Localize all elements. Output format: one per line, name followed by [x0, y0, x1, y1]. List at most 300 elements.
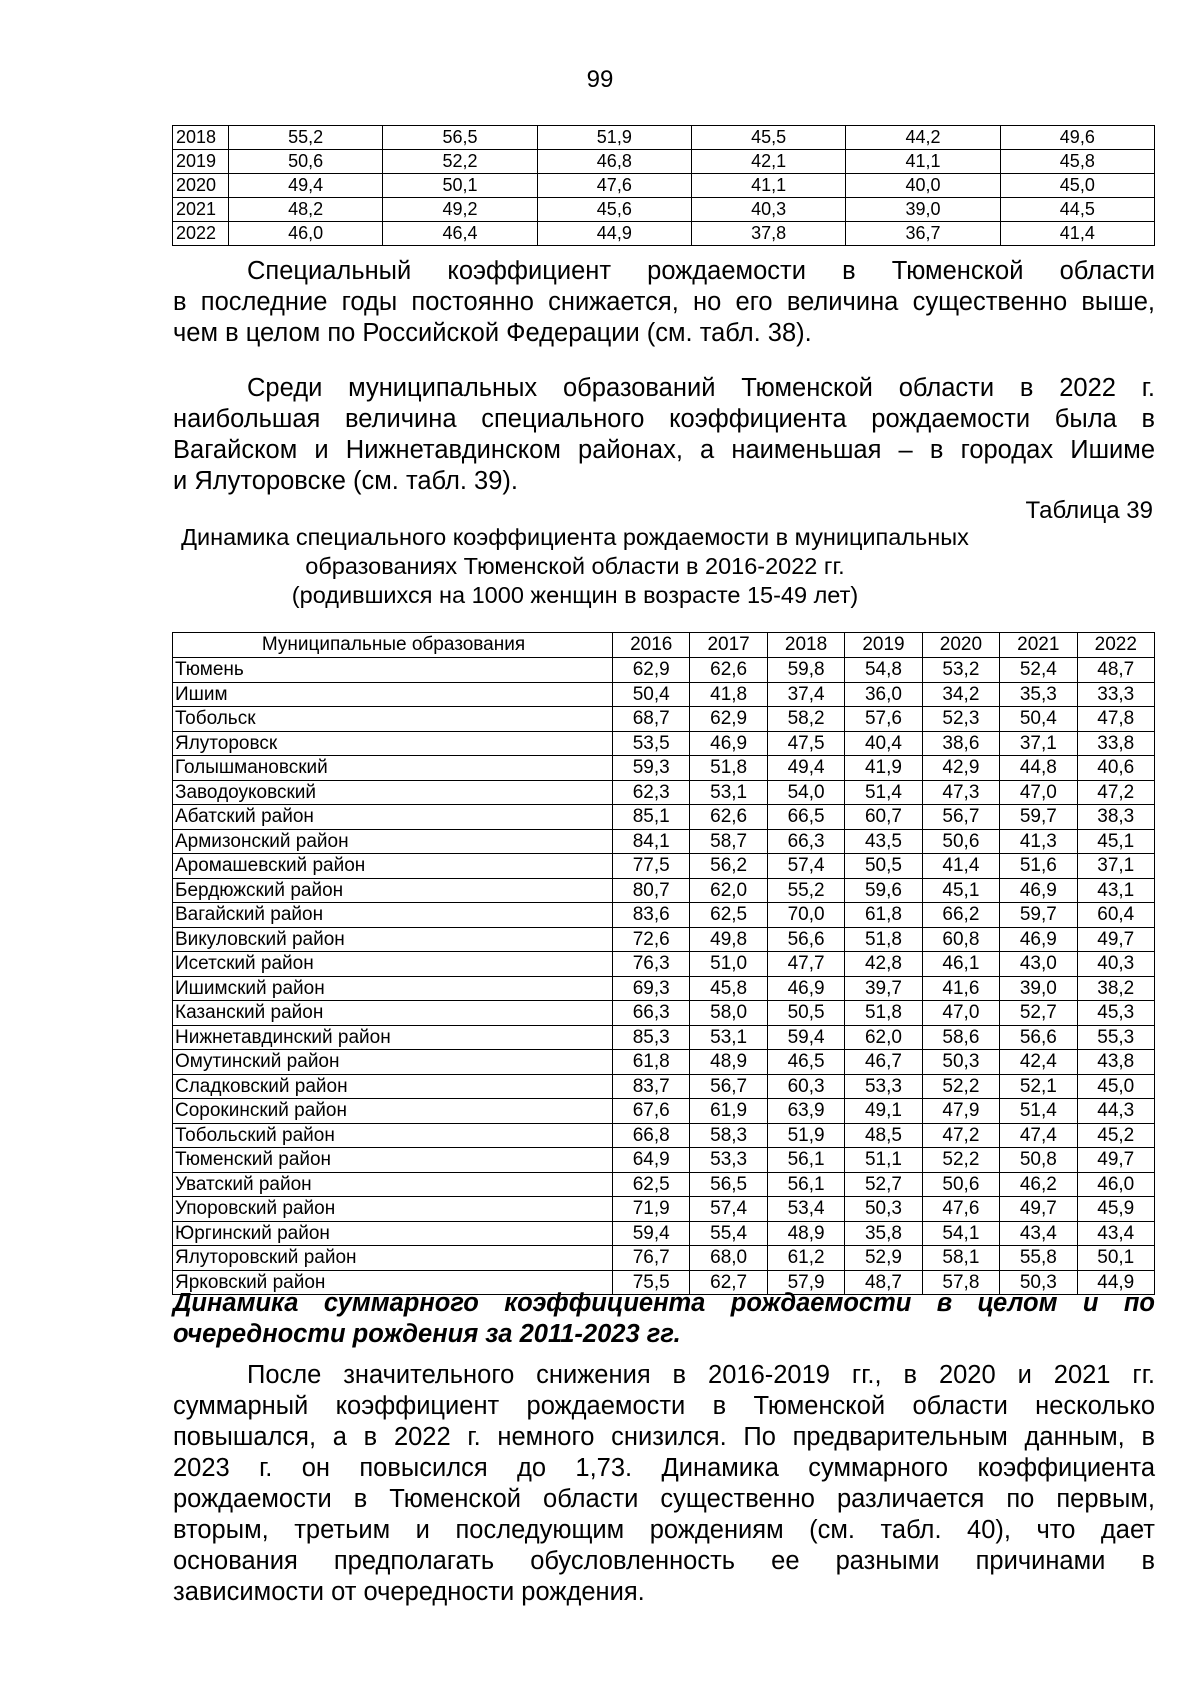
value-cell: 77,5 — [613, 854, 690, 879]
value-cell: 40,3 — [691, 198, 845, 222]
value-cell: 41,8 — [690, 682, 767, 707]
municipality-cell: Заводоуковский — [173, 780, 613, 805]
value-cell: 45,2 — [1077, 1123, 1154, 1148]
value-cell: 47,3 — [922, 780, 999, 805]
text-line: рождаемости в Тюменской области существенно различается по первым, — [173, 1485, 1155, 1513]
value-cell: 45,6 — [537, 198, 691, 222]
value-cell: 33,8 — [1077, 731, 1154, 756]
value-cell: 47,2 — [922, 1123, 999, 1148]
value-cell: 59,7 — [1000, 903, 1077, 928]
value-cell: 43,4 — [1000, 1221, 1077, 1246]
municipality-cell: Голышмановский — [173, 756, 613, 781]
value-cell: 41,6 — [922, 976, 999, 1001]
table-header-row — [173, 633, 1155, 658]
value-cell: 68,7 — [613, 707, 690, 732]
value-cell: 51,1 — [845, 1148, 922, 1173]
value-cell: 47,2 — [1077, 780, 1154, 805]
text-line: Специальный коэффициент рождаемости в Тюменской области — [247, 257, 1155, 285]
value-cell: 53,2 — [922, 658, 999, 683]
paragraph-3 — [173, 1360, 1155, 1608]
table-row — [173, 126, 1155, 150]
value-cell: 42,9 — [922, 756, 999, 781]
value-cell: 55,2 — [229, 126, 383, 150]
value-cell: 66,3 — [767, 829, 844, 854]
value-cell: 57,4 — [767, 854, 844, 879]
value-cell: 46,2 — [1000, 1172, 1077, 1197]
value-cell: 85,1 — [613, 805, 690, 830]
value-cell: 56,7 — [690, 1074, 767, 1099]
value-cell: 62,5 — [690, 903, 767, 928]
municipality-cell: Юргинский район — [173, 1221, 613, 1246]
value-cell: 59,6 — [845, 878, 922, 903]
value-cell: 47,8 — [1077, 707, 1154, 732]
value-cell: 46,0 — [1077, 1172, 1154, 1197]
value-cell: 54,1 — [922, 1221, 999, 1246]
value-cell: 50,3 — [1000, 1270, 1077, 1295]
value-cell: 45,1 — [922, 878, 999, 903]
value-cell: 48,7 — [1077, 658, 1154, 683]
value-cell: 37,4 — [767, 682, 844, 707]
value-cell: 62,0 — [845, 1025, 922, 1050]
value-cell: 56,5 — [383, 126, 537, 150]
value-cell: 57,8 — [922, 1270, 999, 1295]
value-cell: 56,6 — [767, 927, 844, 952]
table-row — [173, 1172, 1155, 1197]
value-cell: 58,0 — [690, 1001, 767, 1026]
value-cell: 44,2 — [846, 126, 1000, 150]
page-number: 99 — [586, 66, 614, 93]
value-cell: 49,7 — [1077, 927, 1154, 952]
municipality-cell: Армизонский район — [173, 829, 613, 854]
table-row — [173, 707, 1155, 732]
value-cell: 66,5 — [767, 805, 844, 830]
value-cell: 45,0 — [1000, 174, 1154, 198]
header-cell-year: 2018 — [767, 633, 844, 658]
value-cell: 56,1 — [767, 1148, 844, 1173]
table-row — [173, 854, 1155, 879]
value-cell: 57,4 — [690, 1197, 767, 1222]
value-cell: 39,0 — [1000, 976, 1077, 1001]
value-cell: 46,9 — [767, 976, 844, 1001]
value-cell: 50,5 — [767, 1001, 844, 1026]
table-row — [173, 658, 1155, 683]
text-line: 2023 г. он повысился до 1,73. Динамика суммарного коэффициента — [173, 1454, 1155, 1482]
value-cell: 45,9 — [1077, 1197, 1154, 1222]
value-cell: 45,8 — [1000, 150, 1154, 174]
value-cell: 52,7 — [845, 1172, 922, 1197]
table-row — [173, 878, 1155, 903]
table-row — [173, 927, 1155, 952]
text-line: После значительного снижения в 2016-2019 гг., в 2020 и 2021 гг. — [247, 1361, 1155, 1389]
header-cell-year: 2016 — [613, 633, 690, 658]
section-heading — [173, 1288, 1155, 1350]
value-cell: 51,4 — [845, 780, 922, 805]
value-cell: 46,9 — [1000, 878, 1077, 903]
paragraph-1 — [173, 256, 1155, 349]
table-row — [173, 222, 1155, 246]
table-row — [173, 1099, 1155, 1124]
table-row — [173, 952, 1155, 977]
value-cell: 45,5 — [691, 126, 845, 150]
value-cell: 36,7 — [846, 222, 1000, 246]
municipality-cell: Ишим — [173, 682, 613, 707]
value-cell: 53,3 — [690, 1148, 767, 1173]
value-cell: 56,7 — [922, 805, 999, 830]
value-cell: 54,0 — [767, 780, 844, 805]
header-cell-year: 2020 — [922, 633, 999, 658]
value-cell: 46,9 — [690, 731, 767, 756]
municipality-cell: Абатский район — [173, 805, 613, 830]
municipality-cell: Тобольский район — [173, 1123, 613, 1148]
value-cell: 49,4 — [767, 756, 844, 781]
value-cell: 46,1 — [922, 952, 999, 977]
caption-line: образованиях Тюменской области в 2016-2022 гг. — [305, 553, 845, 579]
value-cell: 36,0 — [845, 682, 922, 707]
value-cell: 56,2 — [690, 854, 767, 879]
text-line: в последние годы постоянно снижается, но его величина существенно выше, — [173, 288, 1155, 316]
value-cell: 46,9 — [1000, 927, 1077, 952]
value-cell: 61,8 — [845, 903, 922, 928]
value-cell: 39,7 — [845, 976, 922, 1001]
value-cell: 59,3 — [613, 756, 690, 781]
value-cell: 46,0 — [229, 222, 383, 246]
value-cell: 35,8 — [845, 1221, 922, 1246]
value-cell: 52,1 — [1000, 1074, 1077, 1099]
value-cell: 62,6 — [690, 658, 767, 683]
text-line: чем в целом по Российской Федерации (см. табл. 38). — [173, 319, 812, 347]
value-cell: 41,9 — [845, 756, 922, 781]
value-cell: 59,8 — [767, 658, 844, 683]
value-cell: 51,8 — [690, 756, 767, 781]
value-cell: 76,7 — [613, 1246, 690, 1271]
value-cell: 68,0 — [690, 1246, 767, 1271]
text-line: суммарный коэффициент рождаемости в Тюменской области несколько — [173, 1392, 1155, 1420]
value-cell: 51,0 — [690, 952, 767, 977]
value-cell: 58,7 — [690, 829, 767, 854]
value-cell: 33,3 — [1077, 682, 1154, 707]
value-cell: 43,8 — [1077, 1050, 1154, 1075]
value-cell: 67,6 — [613, 1099, 690, 1124]
year-cell: 2019 — [173, 150, 229, 174]
value-cell: 47,6 — [922, 1197, 999, 1222]
table-row — [173, 198, 1155, 222]
municipality-cell: Сорокинский район — [173, 1099, 613, 1124]
value-cell: 61,8 — [613, 1050, 690, 1075]
value-cell: 51,4 — [1000, 1099, 1077, 1124]
value-cell: 53,4 — [767, 1197, 844, 1222]
value-cell: 50,1 — [383, 174, 537, 198]
municipality-cell: Тобольск — [173, 707, 613, 732]
value-cell: 47,0 — [922, 1001, 999, 1026]
year-cell: 2021 — [173, 198, 229, 222]
top-table-continuation — [172, 125, 1155, 246]
municipality-cell: Аромашевский район — [173, 854, 613, 879]
table-row — [173, 1025, 1155, 1050]
value-cell: 49,4 — [229, 174, 383, 198]
table-39 — [172, 632, 1155, 1295]
value-cell: 59,7 — [1000, 805, 1077, 830]
header-cell-year: 2017 — [690, 633, 767, 658]
value-cell: 62,0 — [690, 878, 767, 903]
paragraph-2 — [173, 373, 1155, 497]
value-cell: 62,5 — [613, 1172, 690, 1197]
value-cell: 60,4 — [1077, 903, 1154, 928]
value-cell: 43,0 — [1000, 952, 1077, 977]
table-row — [173, 829, 1155, 854]
value-cell: 46,5 — [767, 1050, 844, 1075]
table-row — [173, 1050, 1155, 1075]
value-cell: 42,4 — [1000, 1050, 1077, 1075]
value-cell: 44,5 — [1000, 198, 1154, 222]
value-cell: 47,4 — [1000, 1123, 1077, 1148]
value-cell: 35,3 — [1000, 682, 1077, 707]
value-cell: 50,4 — [613, 682, 690, 707]
value-cell: 52,4 — [1000, 658, 1077, 683]
value-cell: 48,7 — [845, 1270, 922, 1295]
municipality-cell: Исетский район — [173, 952, 613, 977]
value-cell: 42,8 — [845, 952, 922, 977]
table-label: Таблица 39 — [1025, 497, 1153, 524]
municipality-cell: Казанский район — [173, 1001, 613, 1026]
caption-line: (родившихся на 1000 женщин в возрасте 15-49 лет) — [291, 582, 859, 608]
municipality-cell: Бердюжский район — [173, 878, 613, 903]
value-cell: 44,9 — [1077, 1270, 1154, 1295]
value-cell: 76,3 — [613, 952, 690, 977]
value-cell: 41,3 — [1000, 829, 1077, 854]
value-cell: 62,9 — [613, 658, 690, 683]
text-line: и Ялуторовске (см. табл. 39). — [173, 467, 518, 495]
year-cell: 2020 — [173, 174, 229, 198]
value-cell: 49,8 — [690, 927, 767, 952]
value-cell: 56,6 — [1000, 1025, 1077, 1050]
value-cell: 60,7 — [845, 805, 922, 830]
municipality-cell: Ярковский район — [173, 1270, 613, 1295]
value-cell: 70,0 — [767, 903, 844, 928]
value-cell: 50,5 — [845, 854, 922, 879]
value-cell: 66,8 — [613, 1123, 690, 1148]
value-cell: 49,7 — [1000, 1197, 1077, 1222]
value-cell: 58,3 — [690, 1123, 767, 1148]
value-cell: 52,3 — [922, 707, 999, 732]
value-cell: 58,1 — [922, 1246, 999, 1271]
year-cell: 2018 — [173, 126, 229, 150]
value-cell: 55,2 — [767, 878, 844, 903]
value-cell: 46,8 — [537, 150, 691, 174]
value-cell: 43,5 — [845, 829, 922, 854]
value-cell: 50,1 — [1077, 1246, 1154, 1271]
caption-line: Динамика специального коэффициента рождаемости в муниципальных — [181, 524, 969, 550]
value-cell: 47,6 — [537, 174, 691, 198]
value-cell: 50,3 — [922, 1050, 999, 1075]
value-cell: 55,4 — [690, 1221, 767, 1246]
value-cell: 64,9 — [613, 1148, 690, 1173]
value-cell: 56,1 — [767, 1172, 844, 1197]
value-cell: 40,6 — [1077, 756, 1154, 781]
municipality-cell: Тюменский район — [173, 1148, 613, 1173]
value-cell: 51,6 — [1000, 854, 1077, 879]
municipality-cell: Упоровский район — [173, 1197, 613, 1222]
value-cell: 58,2 — [767, 707, 844, 732]
value-cell: 63,9 — [767, 1099, 844, 1124]
value-cell: 55,8 — [1000, 1246, 1077, 1271]
value-cell: 80,7 — [613, 878, 690, 903]
header-cell-year: 2019 — [845, 633, 922, 658]
table-row — [173, 1221, 1155, 1246]
table-row — [173, 1148, 1155, 1173]
text-line: наибольшая величина специального коэффициента рождаемости была в — [173, 405, 1155, 433]
municipality-cell: Нижнетавдинский район — [173, 1025, 613, 1050]
municipality-cell: Викуловский район — [173, 927, 613, 952]
value-cell: 43,4 — [1077, 1221, 1154, 1246]
text-line: Вагайском и Нижнетавдинском районах, а наименьшая – в городах Ишиме — [173, 436, 1155, 464]
municipality-cell: Тюмень — [173, 658, 613, 683]
header-cell-year: 2022 — [1077, 633, 1154, 658]
value-cell: 54,8 — [845, 658, 922, 683]
municipality-cell: Омутинский район — [173, 1050, 613, 1075]
heading-line: Динамика суммарного коэффициента рождаемости в целом и по — [173, 1289, 1155, 1317]
municipality-cell: Сладковский район — [173, 1074, 613, 1099]
municipality-cell: Ишимский район — [173, 976, 613, 1001]
value-cell: 40,3 — [1077, 952, 1154, 977]
value-cell: 52,9 — [845, 1246, 922, 1271]
table-row — [173, 731, 1155, 756]
value-cell: 53,1 — [690, 1025, 767, 1050]
value-cell: 51,9 — [767, 1123, 844, 1148]
value-cell: 75,5 — [613, 1270, 690, 1295]
table-row — [173, 150, 1155, 174]
value-cell: 66,3 — [613, 1001, 690, 1026]
municipality-cell: Вагайский район — [173, 903, 613, 928]
header-cell-year: 2021 — [1000, 633, 1077, 658]
value-cell: 46,4 — [383, 222, 537, 246]
heading-line: очередности рождения за 2011-2023 гг. — [173, 1320, 681, 1348]
text-line: зависимости от очередности рождения. — [173, 1578, 645, 1606]
text-line: повышался, а в 2022 г. немного снизился. По предварительным данным, в — [173, 1423, 1155, 1451]
value-cell: 59,4 — [767, 1025, 844, 1050]
value-cell: 38,6 — [922, 731, 999, 756]
value-cell: 58,6 — [922, 1025, 999, 1050]
value-cell: 48,9 — [767, 1221, 844, 1246]
value-cell: 62,7 — [690, 1270, 767, 1295]
value-cell: 46,7 — [845, 1050, 922, 1075]
value-cell: 50,6 — [922, 829, 999, 854]
value-cell: 48,5 — [845, 1123, 922, 1148]
value-cell: 47,5 — [767, 731, 844, 756]
value-cell: 71,9 — [613, 1197, 690, 1222]
value-cell: 42,1 — [691, 150, 845, 174]
table-row — [173, 1246, 1155, 1271]
text-line: Среди муниципальных образований Тюменской области в 2022 г. — [247, 374, 1155, 402]
value-cell: 41,4 — [922, 854, 999, 879]
value-cell: 47,9 — [922, 1099, 999, 1124]
value-cell: 52,2 — [922, 1074, 999, 1099]
value-cell: 49,6 — [1000, 126, 1154, 150]
value-cell: 41,1 — [691, 174, 845, 198]
value-cell: 57,6 — [845, 707, 922, 732]
value-cell: 50,3 — [845, 1197, 922, 1222]
value-cell: 85,3 — [613, 1025, 690, 1050]
table-row — [173, 682, 1155, 707]
value-cell: 40,4 — [845, 731, 922, 756]
value-cell: 48,2 — [229, 198, 383, 222]
table-row — [173, 174, 1155, 198]
table-row — [173, 1123, 1155, 1148]
value-cell: 53,5 — [613, 731, 690, 756]
value-cell: 51,8 — [845, 927, 922, 952]
table-caption — [150, 523, 1000, 610]
value-cell: 57,9 — [767, 1270, 844, 1295]
value-cell: 51,8 — [845, 1001, 922, 1026]
municipality-cell: Ялуторовский район — [173, 1246, 613, 1271]
value-cell: 50,8 — [1000, 1148, 1077, 1173]
table-row — [173, 780, 1155, 805]
value-cell: 45,8 — [690, 976, 767, 1001]
value-cell: 83,6 — [613, 903, 690, 928]
value-cell: 49,1 — [845, 1099, 922, 1124]
value-cell: 62,9 — [690, 707, 767, 732]
value-cell: 34,2 — [922, 682, 999, 707]
value-cell: 62,6 — [690, 805, 767, 830]
value-cell: 47,0 — [1000, 780, 1077, 805]
value-cell: 59,4 — [613, 1221, 690, 1246]
value-cell: 44,3 — [1077, 1099, 1154, 1124]
value-cell: 50,6 — [229, 150, 383, 174]
value-cell: 60,8 — [922, 927, 999, 952]
text-line: основания предполагать обусловленность ее разными причинами в — [173, 1547, 1155, 1575]
value-cell: 52,2 — [383, 150, 537, 174]
value-cell: 40,0 — [846, 174, 1000, 198]
value-cell: 50,4 — [1000, 707, 1077, 732]
header-cell-name: Муниципальные образования — [173, 633, 613, 658]
value-cell: 37,8 — [691, 222, 845, 246]
value-cell: 51,9 — [537, 126, 691, 150]
table-row — [173, 756, 1155, 781]
value-cell: 41,4 — [1000, 222, 1154, 246]
value-cell: 37,1 — [1077, 854, 1154, 879]
value-cell: 45,3 — [1077, 1001, 1154, 1026]
table-row — [173, 1197, 1155, 1222]
value-cell: 72,6 — [613, 927, 690, 952]
value-cell: 53,3 — [845, 1074, 922, 1099]
value-cell: 48,9 — [690, 1050, 767, 1075]
table-row — [173, 976, 1155, 1001]
value-cell: 49,7 — [1077, 1148, 1154, 1173]
value-cell: 41,1 — [846, 150, 1000, 174]
value-cell: 45,0 — [1077, 1074, 1154, 1099]
value-cell: 49,2 — [383, 198, 537, 222]
value-cell: 38,3 — [1077, 805, 1154, 830]
table-row — [173, 805, 1155, 830]
value-cell: 55,3 — [1077, 1025, 1154, 1050]
value-cell: 53,1 — [690, 780, 767, 805]
value-cell: 69,3 — [613, 976, 690, 1001]
value-cell: 45,1 — [1077, 829, 1154, 854]
value-cell: 56,5 — [690, 1172, 767, 1197]
value-cell: 61,2 — [767, 1246, 844, 1271]
value-cell: 50,6 — [922, 1172, 999, 1197]
value-cell: 37,1 — [1000, 731, 1077, 756]
municipality-cell: Ялуторовск — [173, 731, 613, 756]
table-row — [173, 1001, 1155, 1026]
value-cell: 66,2 — [922, 903, 999, 928]
value-cell: 44,9 — [537, 222, 691, 246]
value-cell: 52,7 — [1000, 1001, 1077, 1026]
value-cell: 62,3 — [613, 780, 690, 805]
year-cell: 2022 — [173, 222, 229, 246]
value-cell: 38,2 — [1077, 976, 1154, 1001]
table-row — [173, 903, 1155, 928]
value-cell: 60,3 — [767, 1074, 844, 1099]
